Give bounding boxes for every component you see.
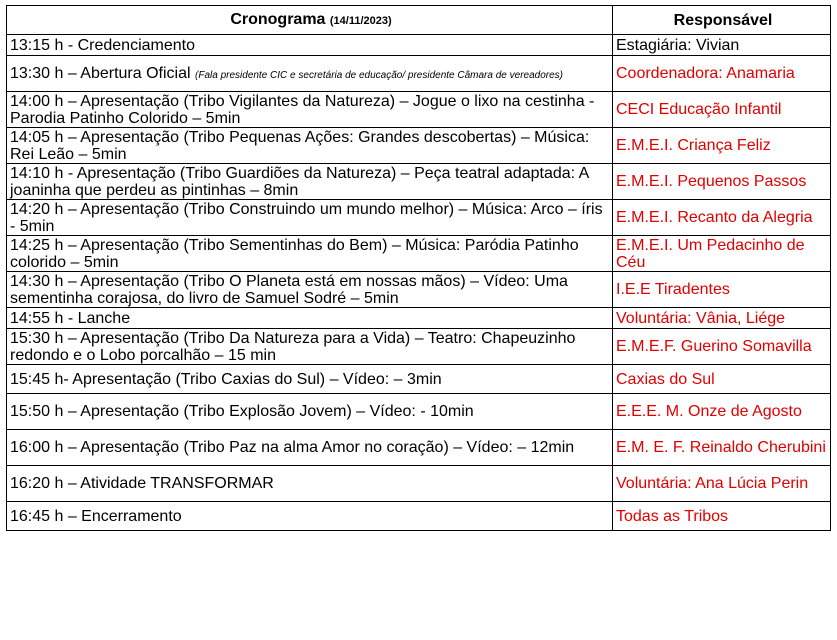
responsible-cell: CECI Educação Infantil	[613, 92, 831, 128]
table-row	[7, 236, 831, 272]
activity-text: 14:25 h – Apresentação (Tribo Sementinhas do Bem) – Música: Paródia Patinho colorido – 5min	[10, 236, 579, 271]
activity-cell	[7, 56, 613, 92]
responsible-cell: E.M.E.I. Criança Feliz	[613, 128, 831, 164]
table-row	[7, 466, 831, 502]
table-row	[7, 365, 831, 394]
activity-text: 15:30 h – Apresentação (Tribo Da Natureza para a Vida) – Teatro: Chapeuzinho redondo e o Lobo porcalhão – 15 min	[10, 329, 576, 364]
activity-cell	[7, 329, 613, 365]
activity-text: 14:05 h – Apresentação (Tribo Pequenas Ações: Grandes descobertas) – Música: Rei Leão – 5min	[10, 128, 590, 163]
activity-text: 16:00 h – Apresentação (Tribo Paz na alma Amor no coração) – Vídeo: – 12min	[10, 439, 575, 456]
activity-text: 14:55 h - Lanche	[10, 309, 131, 327]
responsible-cell: Estagiária: Vivian	[613, 35, 831, 56]
table-header-row	[7, 6, 831, 35]
table-row	[7, 502, 831, 531]
responsible-cell: E.M.E.F. Guerino Somavilla	[613, 329, 831, 365]
schedule-header-cell	[7, 6, 613, 35]
schedule-body	[7, 35, 831, 531]
activity-note: (Fala presidente CIC e secretária de educação/ presidente Câmara de vereadores)	[195, 70, 563, 81]
activity-cell	[7, 308, 613, 329]
responsible-cell: Todas as Tribos	[613, 502, 831, 531]
activity-cell	[7, 200, 613, 236]
activity-text: 14:10 h - Apresentação (Tribo Guardiões da Natureza) – Peça teatral adaptada: A joaninha que perdeu as pintinhas – 8min	[10, 164, 589, 199]
responsible-cell: Voluntária: Ana Lúcia Perin	[613, 466, 831, 502]
responsible-header: Responsável	[613, 6, 831, 35]
responsible-cell: E.M. E. F. Reinaldo Cherubini	[613, 430, 831, 466]
schedule-document	[6, 5, 830, 531]
responsible-cell: I.E.E Tiradentes	[613, 272, 831, 308]
activity-text: 13:15 h - Credenciamento	[10, 36, 195, 54]
table-row	[7, 394, 831, 430]
schedule-title: Cronograma	[230, 10, 326, 28]
responsible-cell: Caxias do Sul	[613, 365, 831, 394]
activity-text: 14:30 h – Apresentação (Tribo O Planeta está em nossas mãos) – Vídeo: Uma sementinha corajosa, do livro de Samuel Sodré – 5min	[10, 272, 568, 307]
table-row	[7, 128, 831, 164]
table-row	[7, 430, 831, 466]
activity-cell	[7, 502, 613, 531]
responsible-cell: E.E.E. M. Onze de Agosto	[613, 394, 831, 430]
activity-text: 15:50 h – Apresentação (Tribo Explosão Jovem) – Vídeo: - 10min	[10, 403, 474, 420]
activity-text: 16:45 h – Encerramento	[10, 507, 182, 525]
activity-cell	[7, 164, 613, 200]
responsible-cell: E.M.E.I. Recanto da Alegria	[613, 200, 831, 236]
responsible-cell: E.M.E.I. Pequenos Passos	[613, 164, 831, 200]
table-row	[7, 92, 831, 128]
table-row	[7, 329, 831, 365]
activity-cell	[7, 128, 613, 164]
activity-cell	[7, 365, 613, 394]
schedule-table	[6, 5, 831, 531]
responsible-cell: E.M.E.I. Um Pedacinho de Céu	[613, 236, 831, 272]
table-row	[7, 35, 831, 56]
table-row	[7, 56, 831, 92]
activity-cell	[7, 236, 613, 272]
activity-text: 16:20 h – Atividade TRANSFORMAR	[10, 475, 274, 492]
schedule-date: (14/11/2023)	[329, 14, 392, 27]
responsible-cell: Voluntária: Vânia, Liége	[613, 308, 831, 329]
activity-cell	[7, 272, 613, 308]
responsible-cell: Coordenadora: Anamaria	[613, 56, 831, 92]
activity-cell	[7, 394, 613, 430]
table-row	[7, 272, 831, 308]
activity-text: 13:30 h – Abertura Oficial	[10, 65, 191, 82]
table-row	[7, 164, 831, 200]
table-row	[7, 308, 831, 329]
activity-cell	[7, 466, 613, 502]
table-row	[7, 200, 831, 236]
activity-cell	[7, 430, 613, 466]
activity-text: 15:45 h- Apresentação (Tribo Caxias do Sul) – Vídeo: – 3min	[10, 370, 442, 388]
activity-text: 14:20 h – Apresentação (Tribo Construindo um mundo melhor) – Música: Arco – íris - 5min	[10, 200, 603, 235]
activity-text: 14:00 h – Apresentação (Tribo Vigilantes da Natureza) – Jogue o lixo na cestinha - Parodia Patinho Colorido – 5min	[10, 92, 595, 127]
activity-cell	[7, 35, 613, 56]
activity-cell	[7, 92, 613, 128]
